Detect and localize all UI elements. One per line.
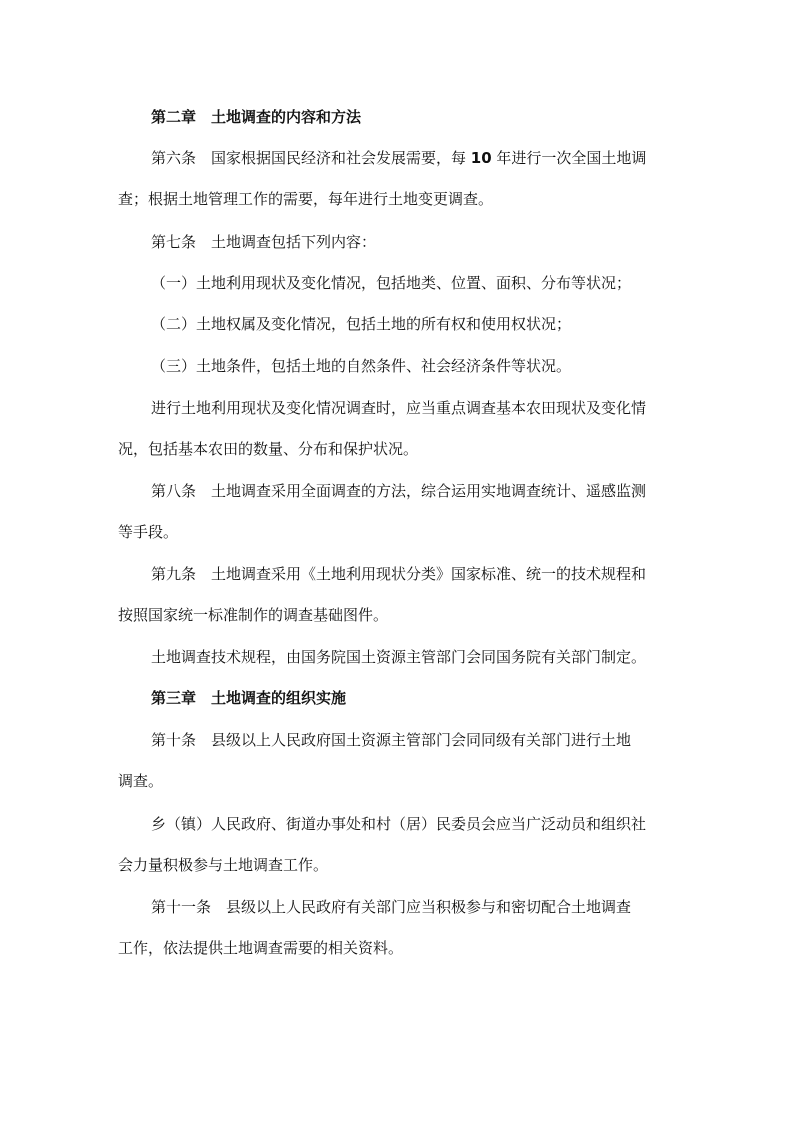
chapter-3-heading: 第三章 土地调查的组织实施 [151, 689, 347, 707]
article-10-paragraph-line-1: 乡（镇）人民政府、街道办事处和村（居）民委员会应当广泛动员和组织社 [151, 815, 647, 833]
article-7-paragraph-line-1: 进行土地利用现状及变化情况调查时，应当重点调查基本农田现状及变化情 [151, 399, 647, 417]
article-10-line-2: 调查。 [118, 772, 164, 790]
article-7-item-2: （二）土地权属及变化情况，包括土地的所有权和使用权状况； [151, 315, 572, 333]
article-6-number: 10 [470, 149, 492, 167]
chapter-2-heading: 第二章 土地调查的内容和方法 [151, 108, 362, 126]
article-7-paragraph-line-2: 况，包括基本农田的数量、分布和保护状况。 [118, 440, 419, 458]
article-9-line-2: 按照国家统一标准制作的调查基础图件。 [118, 606, 389, 624]
article-9-line-1: 第九条 土地调查采用《土地利用现状分类》国家标准、统一的技术规程和 [151, 565, 647, 583]
article-6-line-1 [151, 148, 681, 168]
article-8-line-2: 等手段。 [118, 523, 179, 541]
article-6-text-a: 第六条 国家根据国民经济和社会发展需要，每 [151, 149, 471, 167]
article-7-intro: 第七条 土地调查包括下列内容： [151, 233, 377, 251]
article-11-line-1: 第十一条 县级以上人民政府有关部门应当积极参与和密切配合土地调查 [151, 898, 632, 916]
article-7-item-3: （三）土地条件，包括土地的自然条件、社会经济条件等状况。 [151, 357, 572, 375]
article-6-text-b: 年进行一次全国土地调 [491, 149, 647, 167]
article-7-item-1: （一）土地利用现状及变化情况，包括地类、位置、面积、分布等状况； [151, 274, 632, 292]
article-9-paragraph: 土地调查技术规程，由国务院国土资源主管部门会同国务院有关部门制定。 [151, 648, 647, 666]
article-11-line-2: 工作，依法提供土地调查需要的相关资料。 [118, 939, 404, 957]
article-8-line-1: 第八条 土地调查采用全面调查的方法，综合运用实地调查统计、遥感监测 [151, 482, 647, 500]
article-6-line-2: 查；根据土地管理工作的需要，每年进行土地变更调查。 [118, 190, 494, 208]
article-10-line-1: 第十条 县级以上人民政府国土资源主管部门会同同级有关部门进行土地 [151, 731, 632, 749]
article-10-paragraph-line-2: 会力量积极参与土地调查工作。 [118, 856, 329, 874]
